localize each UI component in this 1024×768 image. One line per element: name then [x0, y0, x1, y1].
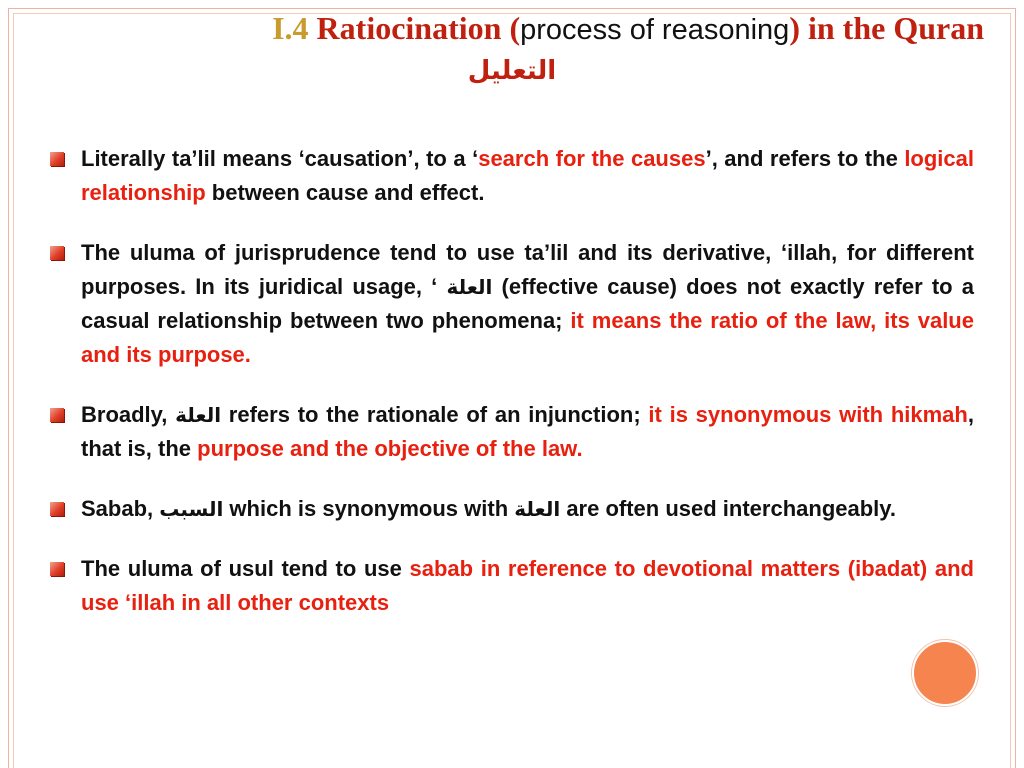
title-rest: in the Quran	[799, 10, 984, 46]
bullet-text: ’, and refers to the	[705, 146, 905, 171]
arabic-term: العلة	[175, 403, 222, 427]
title-number: I.4	[272, 10, 309, 46]
highlighted-text: it means the ratio of the law, its value and its purpose.	[81, 308, 974, 367]
bullet-text: The uluma of usul tend to use	[81, 556, 410, 581]
bullet-item	[50, 142, 974, 210]
square-bullet-icon	[50, 152, 64, 166]
bullet-text: (effective cause) does not exactly refer to a casual relationship between two phenomena;	[81, 274, 974, 333]
highlighted-text: purpose and the objective of the law.	[197, 436, 583, 461]
orange-circle-decoration	[912, 640, 978, 706]
highlighted-text: sabab in reference to devotional matters (ibadat) and use ‘illah in all other contexts	[81, 556, 974, 615]
bullet-item	[50, 398, 974, 466]
bullet-item	[50, 552, 974, 620]
bullet-text: The uluma of jurisprudence tend to use ta’lil and its derivative, ‘illah, for different purposes. In its juridical usage, ‘	[81, 240, 974, 299]
title-close-paren: )	[789, 10, 800, 46]
bullet-text: Broadly,	[81, 402, 176, 427]
bullet-text: which is synonymous with	[223, 496, 515, 521]
square-bullet-icon	[50, 408, 64, 422]
highlighted-text: search for the causes	[478, 146, 706, 171]
arabic-term: العلة	[446, 275, 493, 299]
highlighted-text: logical relationship	[81, 146, 974, 205]
title-word: Ratiocination	[316, 10, 502, 46]
bullet-text: Sabab,	[81, 496, 160, 521]
square-bullet-icon	[50, 246, 64, 260]
slide-title	[20, 8, 984, 50]
square-bullet-icon	[50, 502, 64, 516]
arabic-term: السبب	[159, 497, 224, 521]
bullet-text: are often used interchangeably.	[560, 496, 896, 521]
square-bullet-icon	[50, 562, 64, 576]
arabic-term: العلة	[514, 497, 561, 521]
bullet-text: refers to the rationale of an injunction;	[221, 402, 649, 427]
bullet-item	[50, 492, 974, 526]
bullet-item	[50, 236, 974, 372]
title-paren-text: process of reasoning	[520, 14, 790, 46]
bullet-text: Literally ta’lil means ‘causation’, to a ‘	[81, 146, 479, 171]
bullet-text: between cause and effect.	[205, 180, 485, 205]
arabic-title: التعليل	[467, 56, 557, 86]
bullet-list	[50, 142, 974, 620]
highlighted-text: it is synonymous with hikmah	[648, 402, 968, 427]
bullet-text: , that is, the	[81, 402, 974, 461]
title-open-paren: (	[501, 10, 521, 46]
